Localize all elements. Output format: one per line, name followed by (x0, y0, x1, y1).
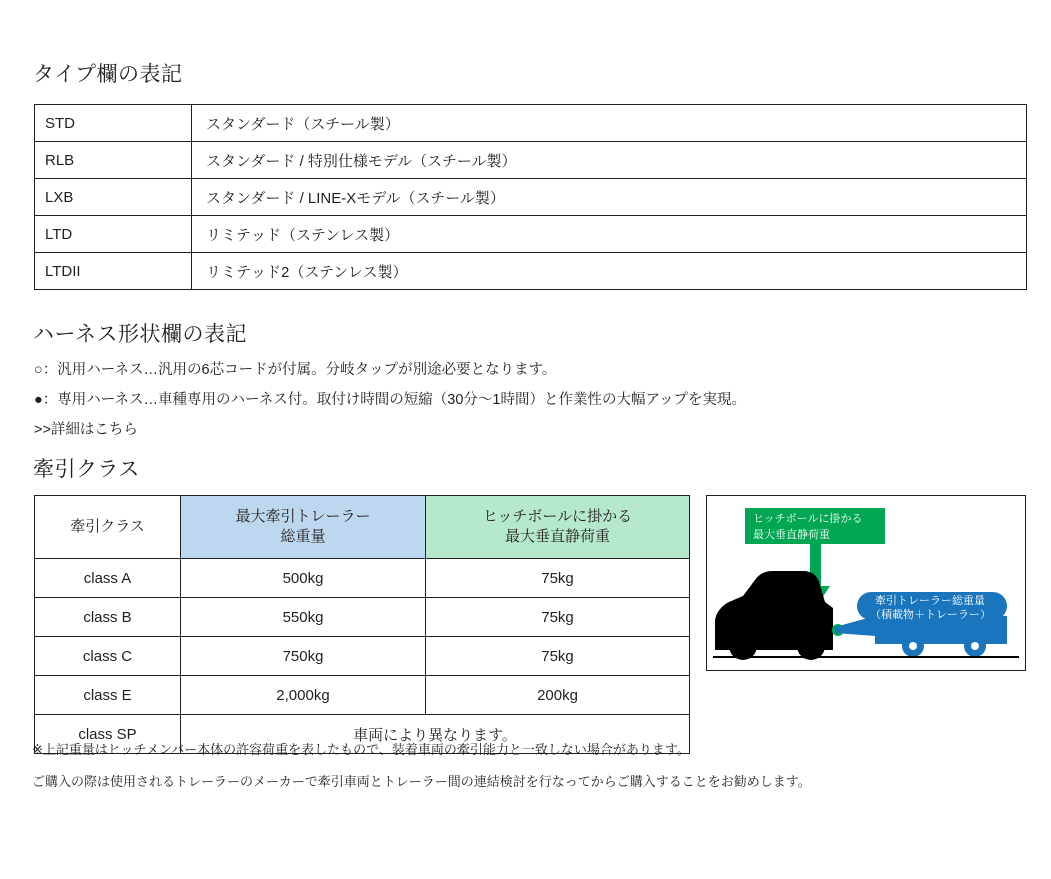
towing-diagram-figure (706, 495, 1026, 671)
type-section-title: タイプ欄の表記 (33, 63, 183, 86)
cell-weight: 550kg (181, 598, 426, 637)
figure-trailer-label-line2: （積載物＋トレーラー） (870, 609, 991, 621)
type-desc: スタンダード / LINE-Xモデル（スチール製） (192, 179, 1027, 216)
type-code: LTDII (35, 253, 192, 290)
cell-class: class C (35, 637, 181, 676)
harness-generic-line: ○：汎用ハーネス…汎用の6芯コードが付属。分岐タップが別途必要となります。 (34, 362, 557, 378)
type-code: STD (35, 105, 192, 142)
cell-weight: 2,000kg (181, 676, 426, 715)
cell-weight: 500kg (181, 559, 426, 598)
towing-class-table (34, 495, 690, 754)
note-2: ご購入の際は使用されるトレーラーのメーカーで牽引車両とトレーラー間の連結検討を行なってからご購入することをお勧めします。 (32, 774, 811, 790)
figure-trailer-label-line1: 牽引トレーラー総重量 (875, 595, 985, 607)
type-code: LXB (35, 179, 192, 216)
harness-dedicated-line: ●：専用ハーネス…車種専用のハーネス付。取付け時間の短縮（30分〜1時間）と作業性の大幅アップを実現。 (34, 392, 746, 409)
figure-vertical-label-line2: 最大垂直静荷重 (753, 529, 830, 541)
header-max-trailer-weight (181, 496, 426, 559)
header-line-1: 最大牽引トレーラー (235, 507, 371, 525)
cell-class: class SP (35, 715, 181, 754)
table-row (35, 253, 1027, 290)
header-max-vertical-load (426, 496, 690, 559)
table-row (35, 637, 690, 676)
figure-vertical-label-line1: ヒッチボールに掛かる (753, 513, 863, 525)
type-desc: スタンダード / 特別仕様モデル（スチール製） (192, 142, 1027, 179)
harness-detail-link[interactable]: >>詳細はこちら (34, 422, 138, 439)
table-row (35, 179, 1027, 216)
header-line-2: 最大垂直静荷重 (504, 528, 610, 545)
header-class: 牽引クラス (35, 496, 181, 559)
cell-class: class E (35, 676, 181, 715)
harness-section-title: ハーネス形状欄の表記 (33, 323, 247, 346)
type-desc: スタンダード（スチール製） (192, 105, 1027, 142)
towing-diagram-svg (707, 496, 1025, 670)
cell-weight: 750kg (181, 637, 426, 676)
cell-vertical: 75kg (426, 637, 690, 676)
table-row (35, 676, 690, 715)
type-desc: リミテッド2（ステンレス製） (192, 253, 1027, 290)
cell-vertical: 75kg (426, 559, 690, 598)
type-code: LTD (35, 216, 192, 253)
notes-block (32, 741, 932, 805)
header-line-1: ヒッチボールに掛かる (482, 507, 633, 525)
cell-class: class B (35, 598, 181, 637)
cell-vertical: 200kg (426, 676, 690, 715)
cell-vertical: 75kg (426, 598, 690, 637)
table-row (35, 598, 690, 637)
type-desc: リミテッド（ステンレス製） (192, 216, 1027, 253)
header-line-2: 総重量 (280, 528, 326, 545)
tow-section-title: 牽引クラス (33, 458, 140, 481)
cell-class: class A (35, 559, 181, 598)
type-code: RLB (35, 142, 192, 179)
table-row (35, 105, 1027, 142)
table-header-row (35, 496, 690, 559)
cell-sp-note: 車両により異なります。 (181, 715, 690, 754)
type-notation-table (34, 104, 1027, 290)
table-row (35, 142, 1027, 179)
harness-notation-block (34, 360, 1024, 450)
table-row (35, 559, 690, 598)
table-row (35, 216, 1027, 253)
note-1: ※上記重量はヒッチメンバー本体の許容荷重を表したもので、装着車両の牽引能力と一致しない場合があります。 (32, 742, 690, 757)
